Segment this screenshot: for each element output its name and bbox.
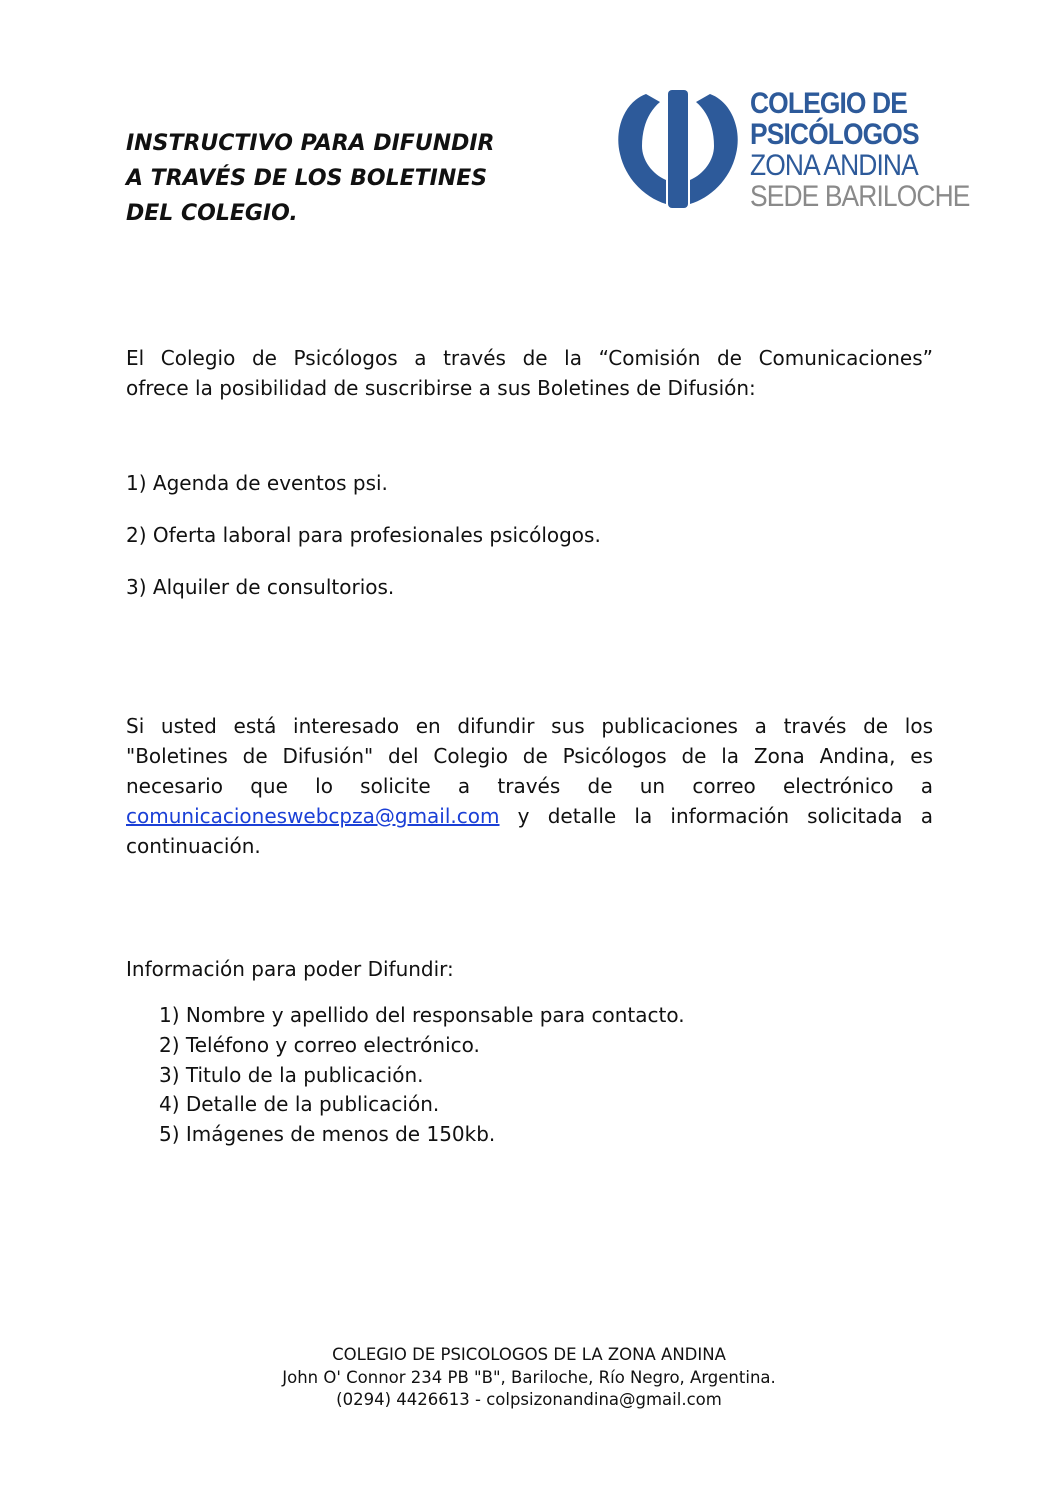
psi-symbol-icon <box>616 88 740 212</box>
logo-line: ZONA ANDINA <box>750 149 918 182</box>
logo-line: COLEGIO DE <box>750 87 907 120</box>
logo-wordmark <box>750 88 969 212</box>
list-item: 3) Alquiler de consultorios. <box>126 575 395 599</box>
list-item: 3) Titulo de la publicación. <box>159 1062 424 1087</box>
info-heading: Información para poder Difundir: <box>126 957 454 981</box>
title-line: A TRAVÉS DE LOS BOLETINES <box>126 166 488 191</box>
page-title <box>126 126 495 231</box>
intro-line: El Colegio de Psicólogos a través de la “Comisión de Comunicaciones” <box>126 346 933 370</box>
page-footer <box>0 1344 1058 1412</box>
email-link[interactable]: comunicacioneswebcpza@gmail.com <box>126 804 500 828</box>
request-line-rest: y detalle la información solicitada a <box>499 804 933 828</box>
footer-line: (0294) 4426613 - colpsizonandina@gmail.com <box>336 1390 722 1409</box>
list-item: 4) Detalle de la publicación. <box>159 1092 440 1117</box>
list-item: 2) Oferta laboral para profesionales psicólogos. <box>126 523 601 547</box>
request-line: "Boletines de Difusión" del Colegio de Psicólogos de la Zona Andina, es <box>126 744 933 768</box>
request-line <box>126 801 933 831</box>
request-paragraph <box>126 711 933 861</box>
list-item: 5) Imágenes de menos de 150kb. <box>159 1122 496 1147</box>
request-line: necesario que lo solicite a través de un correo electrónico a <box>126 774 933 798</box>
request-line: continuación. <box>126 834 261 858</box>
title-line: INSTRUCTIVO PARA DIFUNDIR <box>126 131 495 156</box>
list-item: 2) Teléfono y correo electrónico. <box>159 1032 480 1057</box>
info-list <box>159 1001 685 1150</box>
request-line: Si usted está interesado en difundir sus publicaciones a través de los <box>126 714 933 738</box>
logo-line: PSICÓLOGOS <box>750 118 919 151</box>
footer-line: COLEGIO DE PSICOLOGOS DE LA ZONA ANDINA <box>332 1345 726 1364</box>
logo-line: SEDE BARILOCHE <box>750 180 970 213</box>
list-item: 1) Nombre y apellido del responsable para contacto. <box>159 1003 685 1027</box>
title-line: DEL COLEGIO. <box>126 201 298 226</box>
intro-line: ofrece la posibilidad de suscribirse a sus Boletines de Difusión: <box>126 376 756 400</box>
bulletins-list <box>126 468 601 624</box>
intro-paragraph <box>126 343 933 403</box>
footer-line: John O' Connor 234 PB "B", Bariloche, Río Negro, Argentina. <box>282 1367 776 1387</box>
colegio-logo <box>616 87 970 213</box>
list-item: 1) Agenda de eventos psi. <box>126 471 388 495</box>
